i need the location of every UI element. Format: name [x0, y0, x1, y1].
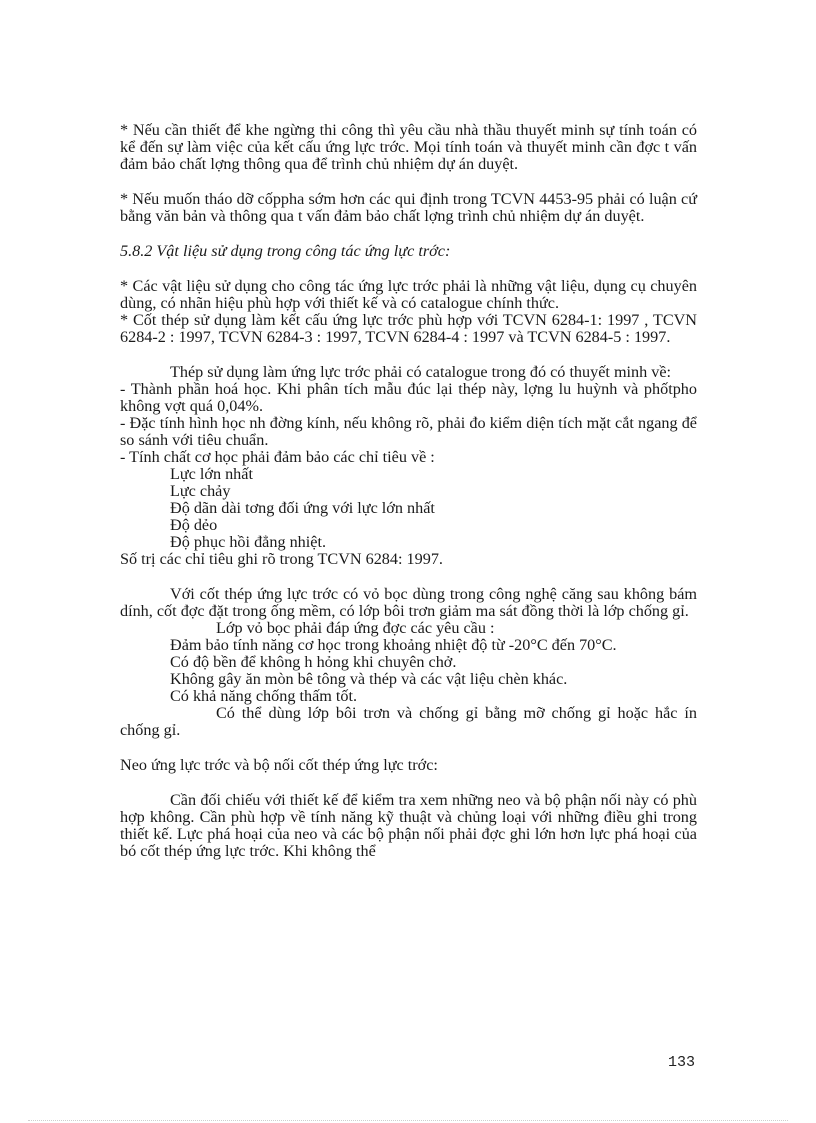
- paragraph-chemical-composition: - Thành phần hoá học. Khi phân tích mẫu đúc lại thép này, lợng lu huỳnh và phốtpho không vợt quá 0,04%.: [120, 380, 697, 415]
- paragraph-standard-reference: Số trị các chỉ tiêu ghi rõ trong TCVN 6284: 1997.: [120, 550, 443, 568]
- paragraph-materials: * Các vật liệu sử dụng cho công tác ứng lực trớc phải là những vật liệu, dụng cụ chuyên dùng, có nhãn hiệu phù hợp với thiết kế và có catalogue chính thức.: [120, 277, 697, 312]
- paragraph-geometric-properties: - Đặc tính hình học nh đờng kính, nếu không rõ, phải đo kiểm diện tích mặt cắt ngang để so sánh với tiêu chuẩn.: [120, 414, 697, 449]
- paragraph-steel-catalogue: Thép sử dụng làm ứng lực trớc phải có catalogue trong đó có thuyết minh về:: [170, 363, 672, 381]
- list-item: Có khả năng chống thấm tốt.: [170, 687, 358, 705]
- page-bottom-divider: [28, 1120, 788, 1121]
- paragraph-grease: Có thể dùng lớp bôi trơn và chống gỉ bằng mỡ chống gỉ hoặc hắc ín chống gỉ.: [120, 704, 697, 739]
- paragraph-anchor-check: Cần đối chiếu với thiết kế để kiểm tra xem những neo và bộ phận nối này có phù hợp không. Cần phù hợp về tính năng kỹ thuật và chủng loại với những điều ghi trong thiết kế. Lực phá hoại của neo và các bộ phận nối phải đợc ghi lớn hơn lực phá hoại của bó cốt thép ứng lực trớc. Khi không thể: [120, 791, 697, 860]
- page-number: 133: [668, 1054, 696, 1071]
- paragraph-mechanical-properties: - Tính chất cơ học phải đảm bảo các chỉ tiêu về :: [120, 448, 435, 466]
- paragraph-sheathed-steel: Với cốt thép ứng lực trớc có vỏ bọc dùng trong công nghệ căng sau không bám dính, cốt đợc đặt trong ống mềm, có lớp bôi trơn giảm ma sát đồng thời là lớp chống gỉ.: [120, 585, 697, 620]
- paragraph-sheath-requirements: Lớp vỏ bọc phải đáp ứng đợc các yêu cầu :: [216, 619, 495, 637]
- list-item: Lực lớn nhất: [170, 465, 253, 483]
- paragraph-construction-joint: * Nếu cần thiết để khe ngừng thi công thì yêu cầu nhà thầu thuyết minh sự tính toán có kể đến sự làm việc của kết cấu ứng lực trớc. Mọi tính toán và thuyết minh cần đợc t vấn đảm bảo chất lợng thông qua để trình chủ nhiệm dự án duyệt.: [120, 121, 697, 173]
- list-item: Có độ bền để không h hỏng khi chuyên chở.: [170, 653, 457, 671]
- list-item: Lực chảy: [170, 482, 231, 500]
- list-item: Độ dãn dài tơng đối ứng với lực lớn nhất: [170, 499, 435, 517]
- list-item: Độ dẻo: [170, 516, 218, 534]
- list-item: Không gây ăn mòn bê tông và thép và các vật liệu chèn khác.: [170, 670, 568, 688]
- section-heading: 5.8.2 Vật liệu sử dụng trong công tác ứng lực trớc:: [120, 242, 451, 260]
- document-body: [120, 122, 697, 860]
- paragraph-anchor-heading: Neo ứng lực trớc và bộ nối cốt thép ứng lực trớc:: [120, 756, 438, 774]
- paragraph-steel-standards: * Cốt thép sử dụng làm kết cấu ứng lực trớc phù hợp với TCVN 6284-1: 1997 , TCVN 6284-2 : 1997, TCVN 6284-3 : 1997, TCVN 6284-4 : 1997 và TCVN 6284-5 : 1997.: [120, 311, 697, 346]
- paragraph-formwork-removal: * Nếu muốn tháo dỡ cốppha sớm hơn các qui định trong TCVN 4453-95 phải có luận cứ bằng văn bản và thông qua t vấn đảm bảo chất lợng trình chủ nhiệm dự án duyệt.: [120, 190, 697, 225]
- list-item: Độ phục hồi đẳng nhiệt.: [170, 533, 327, 551]
- list-item: Đảm bảo tính năng cơ học trong khoảng nhiệt độ từ -20°C đến 70°C.: [170, 636, 617, 654]
